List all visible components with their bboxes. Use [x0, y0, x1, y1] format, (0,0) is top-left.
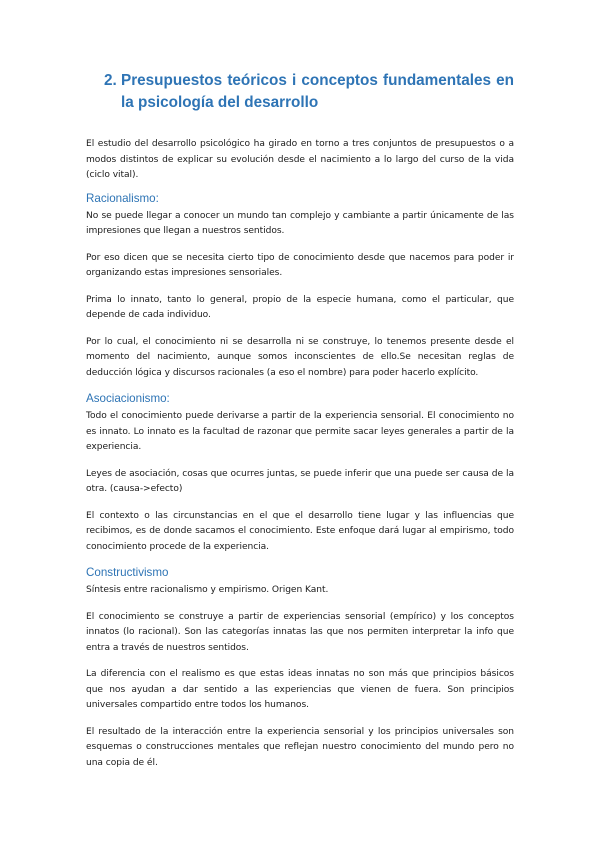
paragraph: Todo el conocimiento puede derivarse a partir de la experiencia sensorial. El conocimiento no es innato. Lo innato es la facultad de razonar que permite sacar leyes generales a partir de la experiencia. — [86, 411, 514, 452]
paragraph: Por lo cual, el conocimiento ni se desarrolla ni se construye, lo tenemos presente desde el momento del nacimiento, aunque somos inconscientes de ello.Se necesitan reglas de deducción lógica y discursos racionales (a eso el nombre) para poder hacerlo explícito. — [86, 336, 514, 378]
paragraph: Leyes de asociación, cosas que ocurres juntas, se puede inferir que una puede ser causa de la otra. (causa->efecto) — [86, 468, 514, 494]
section-title — [104, 70, 514, 114]
document-body — [86, 137, 514, 782]
paragraph: Prima lo innato, tanto lo general, propio de la especie humana, como el particular, que depende de cada individuo. — [86, 294, 514, 320]
paragraph: El resultado de la interacción entre la experiencia sensorial y los principios universales son esquemas o construcciones mentales que reflejan nuestro conocimiento del mundo pero no una copia de él. — [86, 726, 514, 768]
heading-constructivismo: Constructivismo — [86, 566, 169, 579]
paragraph: El contexto o las circunstancias en el que el desarrollo tiene lugar y las influencias que recibimos, es de donde sacamos el conocimiento. Este enfoque dará lugar al empirismo, todo conocimiento procede de la experiencia. — [86, 510, 514, 552]
section-title-text: Presupuestos teóricos i conceptos fundamentales en la psicología del desarrollo — [121, 72, 514, 111]
paragraph: El conocimiento se construye a partir de experiencias sensorial (empírico) y los conceptos innatos (lo racional). Son las categorías innatas las que nos permiten interpretar la info que entra a través de nuestros sentidos. — [86, 611, 514, 653]
paragraph: Síntesis entre racionalismo y empirismo. Origen Kant. — [86, 585, 329, 595]
intro-paragraph: El estudio del desarrollo psicológico ha girado en torno a tres conjuntos de presupuestos o a modos distintos de explicar su evolución desde el nacimiento a lo largo del curso de la vida (ciclo vital). — [86, 139, 514, 180]
paragraph: Por eso dicen que se necesita cierto tipo de conocimiento desde que nacemos para poder ir organizando estas impresiones sensoriales. — [86, 252, 514, 278]
heading-racionalismo: Racionalismo: — [86, 191, 159, 205]
paragraph: La diferencia con el realismo es que estas ideas innatas no son más que principios básicos que nos ayudan a dar sentido a las experiencias que vienen de fuera. Son principios universales compartido entre todos los humanos. — [86, 669, 514, 710]
heading-asociacionismo: Asociacionismo: — [86, 392, 170, 405]
section-number: 2. — [104, 72, 117, 89]
paragraph: No se puede llegar a conocer un mundo tan complejo y cambiante a partir únicamente de las impresiones que llegan a nuestros sentidos. — [86, 210, 514, 236]
